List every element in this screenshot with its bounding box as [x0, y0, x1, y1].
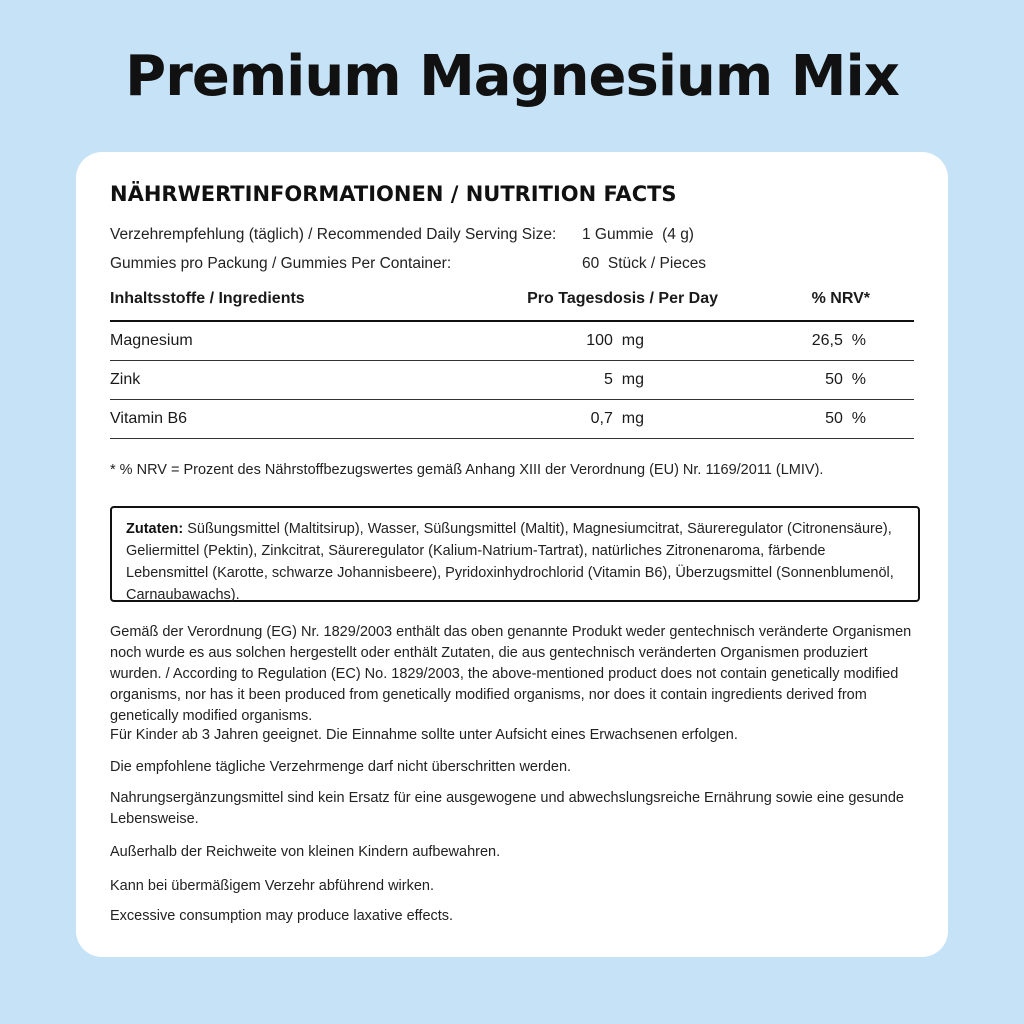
ingredient-name: Zink [110, 371, 141, 388]
nutrition-label-card [76, 152, 948, 957]
ingredient-nrv: 50 % [825, 371, 866, 388]
table-row [110, 322, 914, 361]
ingredient-amount: 5 mg [603, 371, 644, 388]
ingredient-name: Vitamin B6 [110, 410, 188, 427]
ingredients-text: Süßungsmittel (Maltitsirup), Wasser, Süßungsmittel (Maltit), Magnesiumcitrat, Säureregulator (Citronensäure), Geliermittel (Pektin), Zinkcitrat, Säureregulator (Kalium-Natrium-Tartrat), natürliches Zitronenaroma, färbende Lebensmittel (Karotte, schwarze Johannisbeere), Pyridoxinhydrochlorid (Vitamin B6), Überzugsmittel (Sonnenblumenöl, Carnaubawachs). [126, 521, 894, 603]
column-header-per-day: Pro Tagesdosis / Per Day [527, 290, 718, 307]
column-header-nrv: % NRV* [811, 290, 870, 307]
ingredients-box [110, 506, 920, 602]
ingredient-nrv: 50 % [825, 410, 866, 427]
storage-notice: Außerhalb der Reichweite von kleinen Kindern aufbewahren. [110, 844, 501, 860]
ingredient-amount: 100 mg [586, 332, 644, 349]
table-row [110, 361, 914, 400]
serving-size-value: 1 Gummie (4 g) [582, 226, 694, 243]
dose-warning: Die empfohlene tägliche Verzehrmenge darf nicht überschritten werden. [110, 759, 572, 775]
table-row [110, 400, 914, 439]
serving-size-label: Verzehrempfehlung (täglich) / Recommended Daily Serving Size: [110, 226, 557, 243]
column-header-ingredients: Inhaltsstoffe / Ingredients [110, 290, 305, 307]
supplement-notice: Nahrungsergänzungsmittel sind kein Ersatz für eine ausgewogene und abwechslungsreiche Ernährung sowie eine gesunde Lebensweise. [110, 790, 904, 827]
ingredient-nrv: 26,5 % [811, 332, 866, 349]
laxative-warning-de: Kann bei übermäßigem Verzehr abführend wirken. [110, 878, 435, 894]
table-header [110, 286, 914, 322]
nrv-footnote: * % NRV = Prozent des Nährstoffbezugswertes gemäß Anhang XIII der Verordnung (EU) Nr. 1169/2011 (LMIV). [110, 462, 824, 478]
ingredient-name: Magnesium [110, 332, 193, 349]
container-count-value: 60 Stück / Pieces [582, 255, 707, 272]
container-count-label: Gummies pro Packung / Gummies Per Container: [110, 255, 452, 272]
nutrition-heading: NÄHRWERTINFORMATIONEN / NUTRITION FACTS [110, 182, 677, 206]
container-count-line [110, 255, 706, 273]
ingredient-amount: 0,7 mg [590, 410, 644, 427]
laxative-warning-en: Excessive consumption may produce laxative effects. [110, 908, 454, 924]
serving-size-line [110, 226, 694, 244]
ingredients-label: Zutaten: [126, 521, 184, 537]
page-title: Premium Magnesium Mix [125, 44, 899, 109]
nutrition-table [110, 286, 914, 439]
children-notice: Für Kinder ab 3 Jahren geeignet. Die Einnahme sollte unter Aufsicht eines Erwachsenen erfolgen. [110, 727, 738, 743]
gmo-notice: Gemäß der Verordnung (EG) Nr. 1829/2003 enthält das oben genannte Produkt weder gentechnisch veränderte Organismen noch wurde es aus solchen hergestellt oder enthält Zutaten, die aus gentechnisch veränderten Organismen produziert wurden. / According to Regulation (EC) No. 1829/2003, the above-mentioned product does not contain genetically modified organisms, nor has it been produced from genetically modified organisms, nor does it contain ingredients derived from genetically modified organisms. [110, 624, 912, 724]
